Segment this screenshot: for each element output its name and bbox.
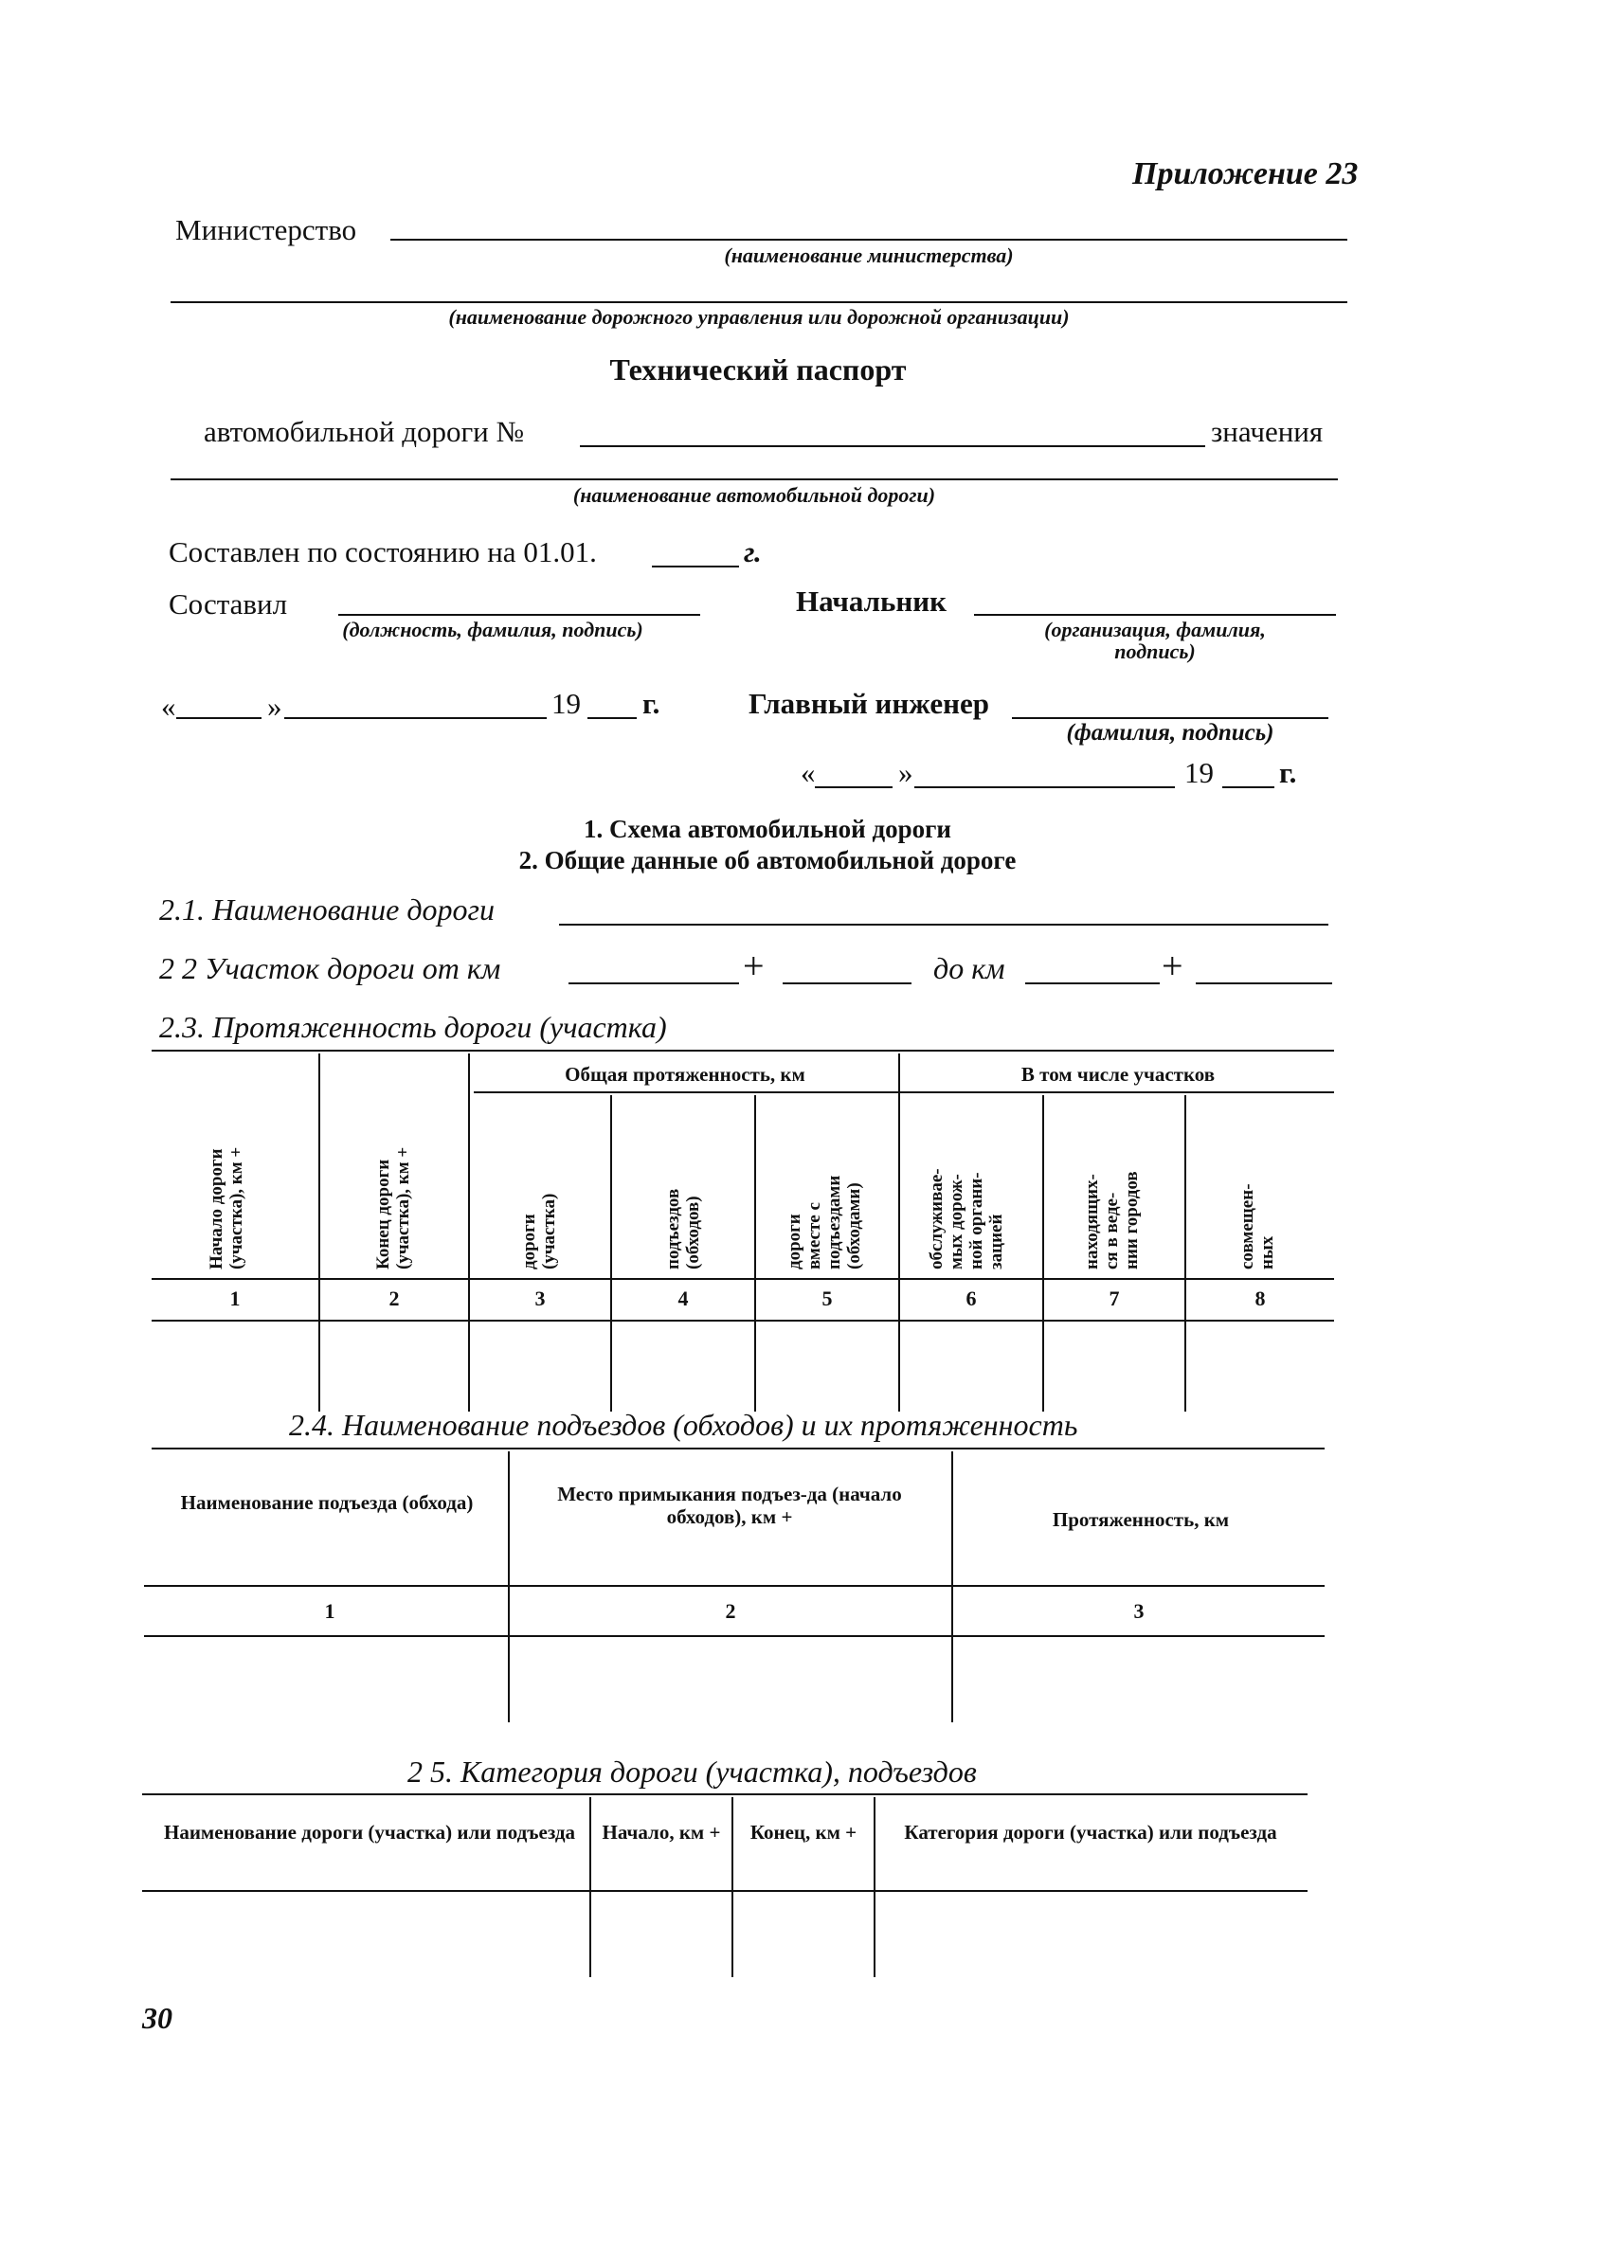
section-1-heading: 1. Схема автомобильной дороги xyxy=(584,815,951,843)
table-rule xyxy=(610,1095,612,1412)
approach-col-number-3: 3 xyxy=(1133,1599,1145,1623)
table-rule xyxy=(508,1451,510,1722)
state-year-field xyxy=(652,566,739,567)
approach-col-number-1: 1 xyxy=(324,1599,335,1623)
chief-engineer-date-quote-open: « xyxy=(801,756,816,789)
item-2-3-label: 2.3. Протяженность дороги (участка) xyxy=(159,1010,667,1044)
table-rule xyxy=(152,1320,1334,1322)
table-rule xyxy=(589,1797,591,1977)
table-rule xyxy=(152,1278,1334,1280)
section-2-heading: 2. Общие данные об автомобильной дороге xyxy=(518,846,1017,874)
total-length-group-header: Общая протяженность, км xyxy=(565,1063,805,1086)
chief-engineer-label: Главный инженер xyxy=(749,687,989,720)
approach-name-header: Наименование подъезда (обхода) xyxy=(180,1491,474,1514)
section-end-plus: + xyxy=(1162,945,1183,987)
section-end-km-field xyxy=(1025,982,1160,984)
section-start-m-field xyxy=(783,982,911,984)
table-rule xyxy=(152,1448,1325,1449)
document-title: Технический паспорт xyxy=(609,352,907,387)
composer-field xyxy=(338,614,700,616)
col-number-7: 7 xyxy=(1109,1287,1120,1310)
section-start-km-field xyxy=(568,982,739,984)
junction-place-header: Место примыкания подъез-да (начало обходов), км + xyxy=(557,1483,902,1528)
approach-col-number-2: 2 xyxy=(725,1599,736,1623)
road-title-field xyxy=(559,924,1328,926)
composer-date-quote-open: « xyxy=(161,690,176,723)
composer-month-field xyxy=(284,717,547,719)
col-number-3: 3 xyxy=(534,1287,546,1310)
composer-year-prefix: 19 xyxy=(551,687,581,720)
table-rule xyxy=(1042,1095,1044,1412)
chief-field xyxy=(974,614,1336,616)
item-2-1-label: 2.1. Наименование дороги xyxy=(159,892,496,927)
table-rule xyxy=(898,1053,900,1412)
chief-engineer-day-field xyxy=(815,786,893,788)
page-number: 30 xyxy=(142,2001,172,2035)
col-maintained-header: обслуживае- мых дорож- ной органи- зацией xyxy=(927,1168,1006,1269)
table-rule xyxy=(1184,1095,1186,1412)
col-number-2: 2 xyxy=(388,1287,400,1310)
table-rule xyxy=(142,1890,1308,1892)
col-number-1: 1 xyxy=(229,1287,241,1310)
included-sections-group-header: В том числе участков xyxy=(1020,1063,1216,1086)
section-to-label: до км xyxy=(933,951,1005,985)
org-field xyxy=(171,301,1347,303)
col-number-6: 6 xyxy=(965,1287,977,1310)
chief-label: Начальник xyxy=(796,585,947,618)
item-2-5-label: 2 5. Категория дороги (участка), подъездов xyxy=(407,1755,977,1789)
chief-caption-1: (организация, фамилия, xyxy=(1044,618,1266,641)
composer-label: Составил xyxy=(169,587,288,621)
col-road-end-header: Конец дороги (участка), км + xyxy=(373,1146,413,1269)
table-rule xyxy=(951,1451,953,1722)
col-combined-header: совмещен- ных xyxy=(1237,1183,1277,1269)
table-rule xyxy=(474,1091,1334,1093)
item-2-2-label: 2 2 Участок дороги от км xyxy=(159,951,501,985)
col-road-length-header: дороги (участка) xyxy=(519,1193,559,1269)
composer-date-quote-close: » xyxy=(267,690,282,723)
col-number-8: 8 xyxy=(1254,1287,1266,1310)
ministry-caption: (наименование министерства) xyxy=(724,243,1014,267)
col-approaches-length-header: подъездов (обходов) xyxy=(663,1188,703,1269)
chief-engineer-date-quote-close: » xyxy=(898,756,913,789)
road-category-header: Категория дороги (участка) или подъезда xyxy=(904,1821,1277,1844)
item-2-4-label: 2.4. Наименование подъездов (обходов) и их протяженность xyxy=(289,1408,1078,1442)
ministry-label: Министерство xyxy=(175,213,357,246)
col-city-managed-header: находящих- ся в веде- нии городов xyxy=(1082,1171,1142,1269)
table-rule xyxy=(152,1050,1334,1052)
composer-caption: (должность, фамилия, подпись) xyxy=(342,618,643,641)
state-label: Составлен по состоянию на 01.01. xyxy=(169,535,597,568)
composer-year-suffix: г. xyxy=(642,687,660,720)
org-caption: (наименование дорожного управления или дорожной организации) xyxy=(448,305,1070,329)
road-number-field xyxy=(580,445,1205,447)
col-number-4: 4 xyxy=(677,1287,689,1310)
category-start-header: Начало, км + xyxy=(602,1821,721,1844)
chief-engineer-month-field xyxy=(914,786,1175,788)
road-or-approach-name-header: Наименование дороги (участка) или подъезда xyxy=(163,1821,576,1844)
table-rule xyxy=(468,1053,470,1412)
col-road-start-header: Начало дороги (участка), км + xyxy=(207,1146,246,1269)
ministry-field xyxy=(390,239,1347,241)
table-rule xyxy=(144,1635,1325,1637)
section-end-m-field xyxy=(1196,982,1332,984)
category-end-header: Конец, км + xyxy=(749,1821,857,1844)
state-year-suffix: г. xyxy=(744,535,762,568)
appendix-label: Приложение 23 xyxy=(1132,156,1359,191)
table-rule xyxy=(144,1585,1325,1587)
table-rule xyxy=(142,1793,1308,1795)
table-rule xyxy=(318,1053,320,1412)
chief-engineer-caption: (фамилия, подпись) xyxy=(1066,720,1274,746)
chief-engineer-year-prefix: 19 xyxy=(1184,756,1214,789)
approach-length-header: Протяженность, км xyxy=(1052,1508,1230,1531)
col-number-5: 5 xyxy=(821,1287,833,1310)
section-start-plus: + xyxy=(743,945,765,987)
chief-caption-2: подпись) xyxy=(1114,639,1196,663)
chief-engineer-field xyxy=(1012,717,1328,719)
road-number-label: автомобильной дороги № xyxy=(204,415,525,448)
road-significance-label: значения xyxy=(1211,415,1324,448)
table-rule xyxy=(731,1797,733,1977)
chief-engineer-year-suffix: г. xyxy=(1279,756,1297,789)
composer-year-field xyxy=(587,717,637,719)
chief-engineer-year-field xyxy=(1222,786,1274,788)
table-rule xyxy=(754,1095,756,1412)
table-rule xyxy=(874,1797,875,1977)
composer-day-field xyxy=(176,717,262,719)
col-road-with-approaches-header: дороги вместе с подъездами (обходами) xyxy=(785,1175,864,1269)
road-name-field xyxy=(171,478,1338,480)
road-name-caption: (наименование автомобильной дороги) xyxy=(572,483,936,507)
